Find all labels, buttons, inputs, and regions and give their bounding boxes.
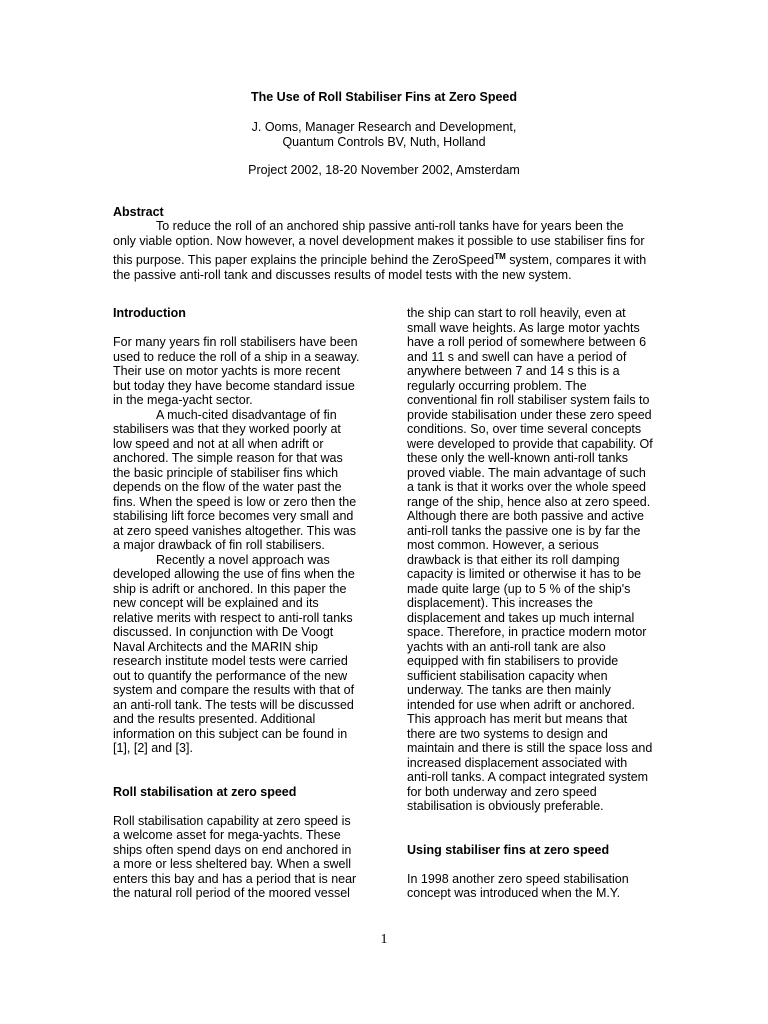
body-line: anchored. The simple reason for that was	[113, 451, 343, 465]
affiliation-line: Quantum Controls BV, Nuth, Holland	[282, 135, 486, 149]
body-line: conventional fin roll stabiliser system fails to	[407, 393, 650, 407]
body-line: space. Therefore, in practice modern motor	[407, 625, 647, 639]
body-line: yachts with an anti-roll tank are also	[407, 639, 606, 654]
body-line: anti-roll tanks the passive one is by far the	[407, 523, 641, 538]
body-line: at zero speed vanishes altogether. This was	[113, 523, 356, 538]
body-line: intended for use when adrift or anchored.	[407, 697, 635, 712]
body-line: sufficient stabilisation capacity when	[407, 668, 608, 683]
abstract-line	[113, 249, 653, 268]
body-line: increased displacement associated with	[407, 755, 628, 770]
right-column	[407, 306, 657, 901]
body-line: underway. The tanks are then mainly	[407, 683, 611, 697]
body-line: small wave heights. As large motor yachts	[407, 320, 640, 335]
body-line: new concept will be explained and its	[113, 596, 319, 610]
body-line: This approach has merit but means that	[407, 712, 628, 726]
body-line: displacement and takes up much internal	[407, 610, 635, 625]
body-line: the natural roll period of the moored vessel	[113, 886, 350, 900]
paragraph-gap	[113, 799, 371, 814]
body-line: a major drawback of fin roll stabilisers.	[113, 538, 325, 552]
body-line: Recently a novel approach was	[156, 552, 330, 567]
body-line: conditions. So, over time several concepts	[407, 422, 642, 436]
body-line: there are two systems to design and	[407, 726, 608, 741]
body-line: were developed to provide that capability. Of	[407, 436, 653, 451]
body-line: Although there are both passive and active	[407, 509, 644, 523]
body-line: and 11 s and swell can have a period of	[407, 349, 627, 364]
body-line: out to quantify the performance of the new	[113, 668, 348, 683]
body-line: In 1998 another zero speed stabilisation	[407, 871, 629, 886]
body-line: fins. When the speed is low or zero then the	[113, 494, 357, 509]
body-line: anti-roll tanks. A compact integrated system	[407, 770, 649, 784]
body-line: capacity is limited or otherwise it has to be	[407, 567, 642, 581]
body-line: stabilising lift force becomes very small and	[113, 509, 354, 523]
body-line: stabilisation is obviously preferable.	[407, 799, 604, 813]
paragraph-gap	[113, 770, 371, 785]
abstract-heading: Abstract	[113, 205, 164, 219]
body-line: regularly occurring problem. The	[407, 378, 587, 393]
body-line: stabilisers was that they worked poorly at	[113, 422, 341, 436]
body-line: equipped with fin stabilisers to provide	[407, 654, 619, 668]
body-line: [1], [2] and [3].	[113, 741, 193, 755]
body-line: proved viable. The main advantage of such	[407, 465, 646, 480]
body-line: enters this bay and has a period that is near	[113, 871, 357, 886]
body-line: Their use on motor yachts is more recent	[113, 364, 341, 378]
body-line: these only the well-known anti-roll tanks	[407, 451, 628, 465]
body-line: for both underway and zero speed	[407, 784, 597, 799]
abstract-body	[113, 219, 653, 283]
body-line: a welcome asset for mega-yachts. These	[113, 828, 341, 842]
paragraph-gap	[113, 756, 371, 771]
body-line: an anti-roll tank. The tests will be discussed	[113, 697, 354, 712]
paragraph-gap	[407, 814, 657, 829]
trademark-mark: TM	[494, 252, 506, 261]
body-line: ships often spend days on end anchored in	[113, 842, 352, 857]
author-line: J. Ooms, Manager Research and Development,	[251, 120, 517, 134]
left-column	[113, 306, 371, 901]
paragraph-gap	[113, 321, 371, 336]
body-line: drawback is that either its roll damping	[407, 552, 620, 567]
body-line: made quite large (up to 5 % of the ship's	[407, 581, 631, 596]
abstract-line: only viable option. Now however, a novel development makes it possible to use stabiliser fins for	[113, 234, 645, 248]
body-line: a more or less sheltered bay. When a swell	[113, 857, 352, 871]
body-line: the ship can start to roll heavily, even at	[407, 306, 626, 320]
body-line: developed allowing the use of fins when the	[113, 567, 355, 581]
body-line: but today they have become standard issue	[113, 378, 355, 393]
body-line: information on this subject can be found in	[113, 726, 348, 741]
section-heading: Roll stabilisation at zero speed	[113, 784, 297, 799]
body-line: Naval Architects and the MARIN ship	[113, 639, 318, 654]
body-line: used to reduce the roll of a ship in a seaway.	[113, 349, 360, 364]
body-line: and the results presented. Additional	[113, 712, 316, 726]
body-line: anywhere between 7 and 14 s this is a	[407, 364, 620, 378]
paper-title: The Use of Roll Stabiliser Fins at Zero Speed	[250, 90, 518, 104]
body-line: the basic principle of stabiliser fins which	[113, 465, 339, 480]
abstract-line: To reduce the roll of an anchored ship passive anti-roll tanks have for years been the	[156, 219, 624, 233]
body-line: A much-cited disadvantage of fin	[156, 407, 337, 422]
abstract-text: this purpose. This paper explains the principle behind the ZeroSpeed	[113, 253, 495, 267]
paragraph-gap	[407, 857, 657, 872]
body-line: range of the ship, hence also at zero speed.	[407, 494, 651, 509]
body-line: depends on the flow of the water past the	[113, 480, 342, 494]
paragraph-gap	[407, 828, 657, 843]
page-number: 1	[380, 932, 388, 947]
body-line: low speed and not at all when adrift or	[113, 436, 324, 451]
section-heading: Introduction	[113, 306, 186, 320]
body-line: provide stabilisation under these zero speed	[407, 407, 652, 422]
body-line: system and compare the results with that of	[113, 683, 355, 697]
conference-line: Project 2002, 18-20 November 2002, Amsterdam	[248, 163, 520, 177]
body-line: concept was introduced when the M.Y.	[407, 886, 621, 900]
body-line: maintain and there is still the space loss and	[407, 741, 653, 755]
body-line: Roll stabilisation capability at zero speed is	[113, 813, 351, 828]
body-line: in the mega-yacht sector.	[113, 393, 253, 407]
body-line: have a roll period of somewhere between 6	[407, 335, 647, 349]
body-line: displacement). This increases the	[407, 596, 593, 610]
section-heading: Using stabiliser fins at zero speed	[407, 842, 610, 857]
body-line: discussed. In conjunction with De Voogt	[113, 625, 334, 639]
body-line: research institute model tests were carried	[113, 654, 348, 668]
body-line: relative merits with respect to anti-roll tanks	[113, 610, 353, 625]
body-line: For many years fin roll stabilisers have been	[113, 335, 358, 349]
body-line: a tank is that it works over the whole speed	[407, 480, 647, 494]
abstract-line: the passive anti-roll tank and discusses results of model tests with the new system.	[113, 268, 572, 282]
abstract-text: system, compares it with	[505, 253, 647, 267]
body-line: most common. However, a serious	[407, 538, 599, 552]
body-line: ship is adrift or anchored. In this paper the	[113, 581, 347, 596]
